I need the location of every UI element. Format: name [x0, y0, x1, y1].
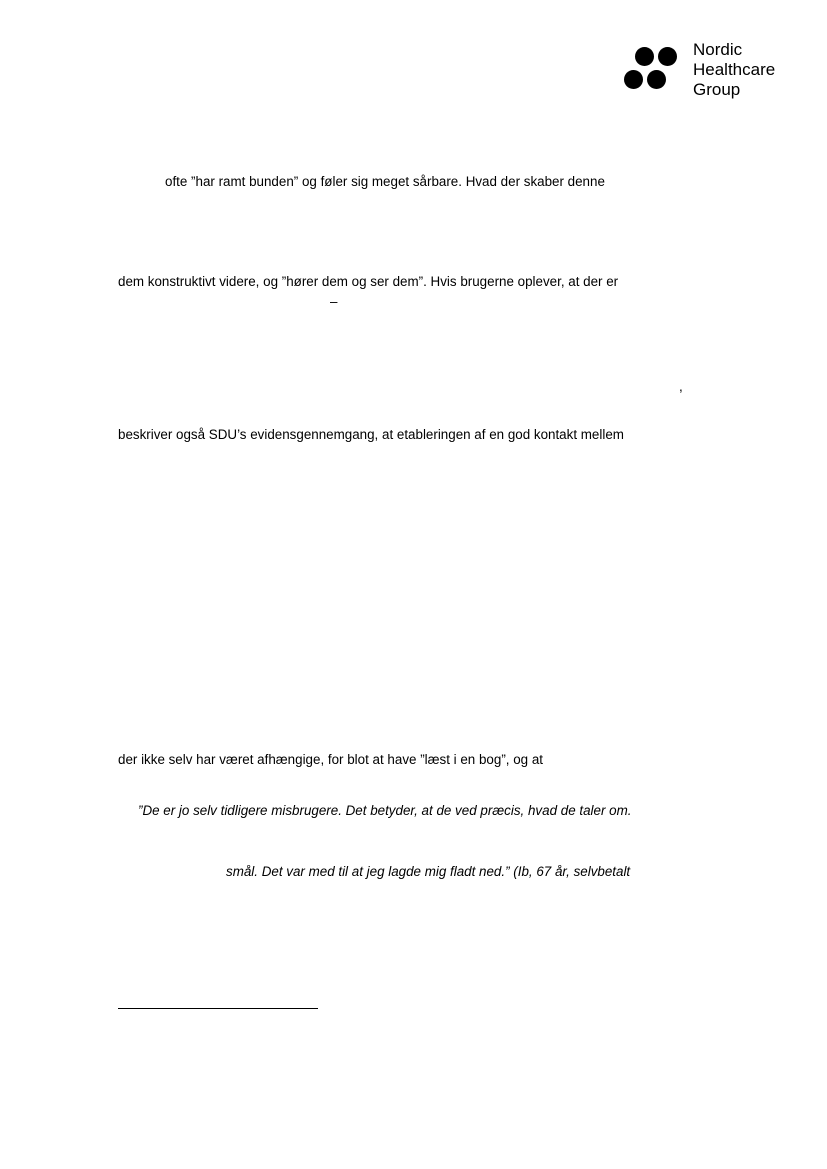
footnote-separator: [118, 1008, 318, 1009]
logo-dot-icon: [635, 47, 654, 66]
body-text-line: dem konstruktivt videre, og ”hører dem og ser dem”. Hvis brugerne oplever, at der er: [118, 274, 619, 289]
quote-text-line: ”De er jo selv tidligere misbrugere. Det betyder, at de ved præcis, hvad de taler om.: [138, 803, 632, 818]
quote-text-line: smål. Det var med til at jeg lagde mig fladt ned.” (Ib, 67 år, selvbetalt: [226, 864, 631, 879]
company-logo: [624, 40, 804, 100]
logo-wordmark: [693, 40, 775, 100]
body-text-line: der ikke selv har været afhængige, for blot at have ”læst i en bog”, og at: [118, 752, 544, 767]
body-text-line: ofte ”har ramt bunden” og føler sig meget sårbare. Hvad der skaber denne: [165, 174, 605, 189]
logo-text-line: Nordic: [693, 40, 743, 59]
logo-text-line: Healthcare: [693, 60, 776, 79]
body-text-line: –: [330, 294, 338, 309]
logo-text-line: Group: [693, 80, 741, 99]
logo-dot-icon: [624, 70, 643, 89]
body-text-line: ,: [679, 379, 683, 394]
logo-dot-icon: [647, 70, 666, 89]
logo-dot-icon: [658, 47, 677, 66]
body-text-line: beskriver også SDU’s evidensgennemgang, at etableringen af en god kontakt mellem: [118, 427, 624, 442]
